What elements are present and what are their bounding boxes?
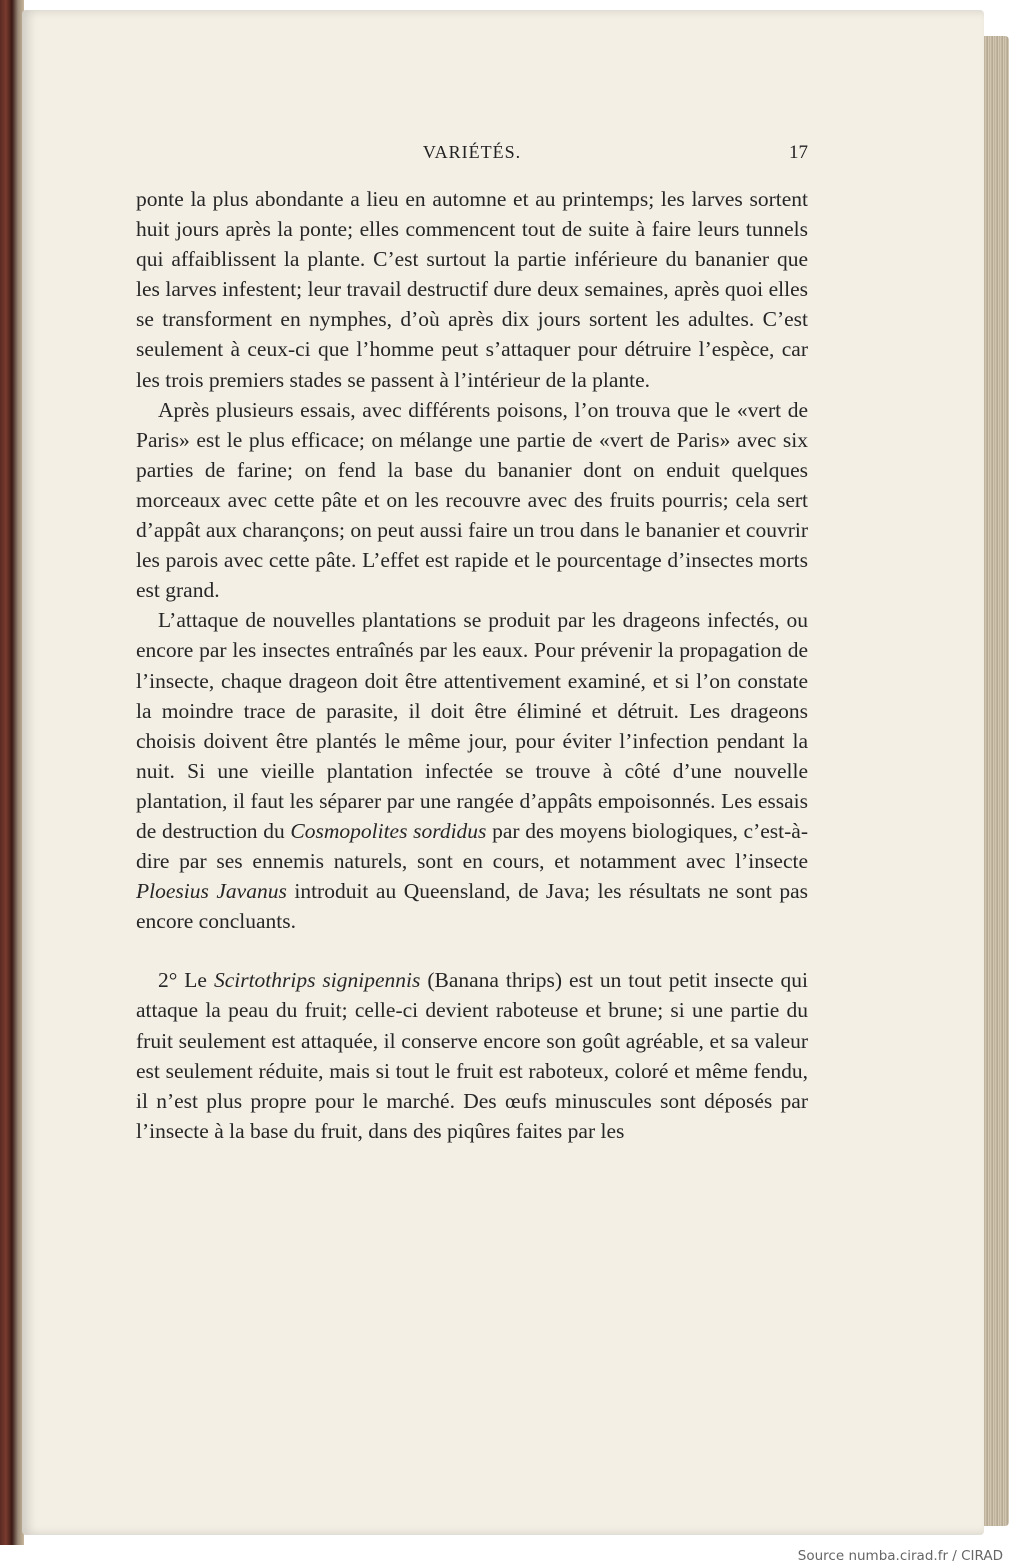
paragraph-3-text-b: par des moyens biologiques, c’est-à-dire par ses ennemis naturels, sont en cours, et notamment avec l’insecte [136,818,808,874]
paragraph-2: Après plusieurs essais, avec différents poisons, l’on trouva que le «vert de Paris» est le plus efficace; on mélange une partie de «vert de Paris» avec six parties de farine; on fend la base du bananier dont on enduit quelques morceaux avec cette pâte et on les recouvre avec des fruits pourris; cela sert d’appât aux charançons; on peut aussi faire un trou dans le bananier et couvrir les parois avec cette pâte. L’effet est rapide et le pourcentage d’insectes morts est grand. [136,397,808,603]
species-scirtothrips: Scirtothrips signipennis [213,968,421,993]
book-spine [0,0,24,1545]
paragraph-4-text: (Banana thrips) est un tout petit insecte qui attaque la peau du fruit; celle-ci devient raboteuse et brune; si une partie du fruit seulement est attaquée, il conserve encore son goût agréable, et sa valeur est seulement réduite, mais si tout le fruit est raboteux, coloré et même fendu, il n’est plus propre pour le marché. Des œufs minuscules sont déposés par l’insecte à la base du fruit, dans des piqûres faites par les [136,968,808,1143]
body-text [136,184,808,1146]
paragraph-3 [136,605,808,936]
running-title: VARIÉTÉS. [422,142,522,162]
species-ploesius: Ploesius Javanus [136,879,287,904]
paragraph-3-text-c: introduit au Queensland, de Java; les résultats ne sont pas encore concluants. [136,879,808,934]
page-header [136,142,808,166]
paragraph-4-number: 2° Le [158,968,214,993]
paragraph-1: ponte la plus abondante a lieu en automne et au printemps; les larves sortent huit jours après la ponte; elles commencent tout de suite à faire leurs tunnels qui affaiblissent la plante. C’est surtout la partie inférieure du bananier que les larves infestent; leur travail destructif dure deux semaines, après quoi elles se transforment en nymphes, d’où après dix jours sortent les adultes. C’est seulement à ceux-ci que l’homme peut s’attaquer pour détruire l’espèce, car les trois premiers stades se passent à l’intérieur de la plante. [136,187,808,392]
source-credit: Source numba.cirad.fr / CIRAD [797,1548,1003,1564]
species-cosmopolites: Cosmopolites sordidus [290,818,487,843]
paragraph-3-text-a: L’attaque de nouvelles plantations se produit par les drageons infectés, ou encore par les insectes entraînés par les eaux. Pour prévenir la propagation de l’insecte, chaque drageon doit être attentivement examiné, et si l’on constate la moindre trace de parasite, il doit être éliminé et détruit. Les drageons choisis doivent être plantés le même jour, pour éviter l’infection pendant la nuit. Si une vieille plantation infectée se trouve à côté d’une nouvelle plantation, il faut les séparer par une rangée d’appâts empoisonnés. Les essais de destruction du [136,608,808,843]
paragraph-4 [136,965,808,1146]
page-number: 17 [789,142,808,163]
